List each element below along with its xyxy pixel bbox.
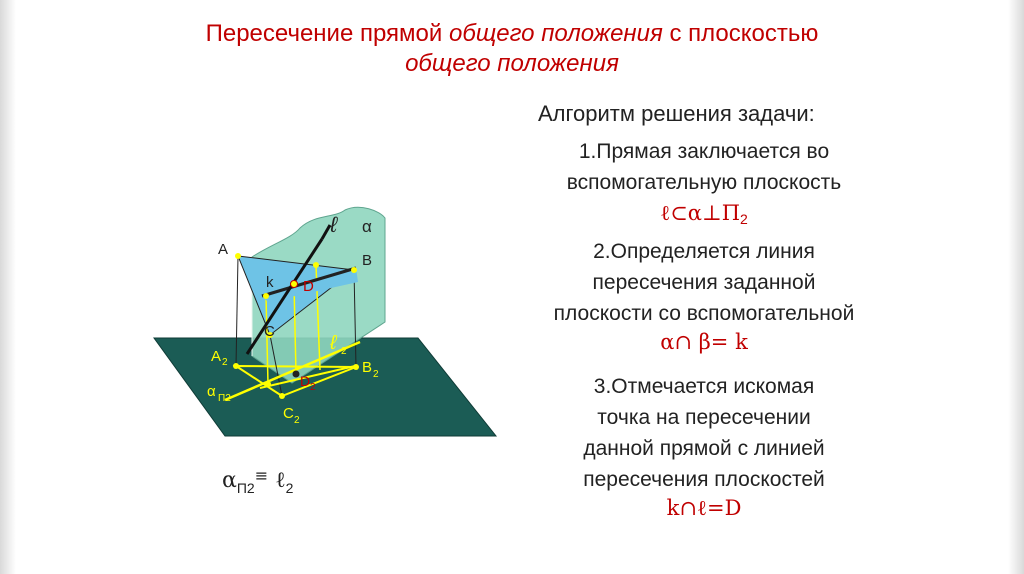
step3-line: данной прямой с линией bbox=[583, 437, 825, 460]
step1-line: 1.Прямая заключается во bbox=[578, 140, 830, 163]
projection-equivalence-formula: $\alpha_{П2}^\equiv$ ℓ$_2$ bbox=[222, 466, 294, 496]
point-A bbox=[235, 253, 241, 259]
point-k-top bbox=[313, 262, 319, 268]
point-k-bottom bbox=[263, 293, 269, 299]
label-D2: D bbox=[300, 373, 311, 389]
label-C: C bbox=[264, 323, 275, 340]
label-B2: B bbox=[362, 359, 373, 376]
step2-line: плоскости со вспомогательной bbox=[553, 302, 855, 325]
label-D2-sub: 2 bbox=[310, 382, 316, 393]
title-part-2: общего положения bbox=[448, 20, 663, 47]
label-alpha-P2: α bbox=[207, 383, 216, 400]
step3-line: точка на пересечении bbox=[597, 406, 811, 429]
label-A2: A bbox=[211, 348, 222, 365]
point-D2 bbox=[293, 371, 300, 378]
label-C2: C bbox=[283, 405, 294, 422]
label-B: B bbox=[362, 252, 373, 269]
title-part-1: Пересечение прямой bbox=[205, 20, 449, 47]
step3-line: пересечения плоскостей bbox=[583, 468, 825, 491]
step3-line: 3.Отмечается искомая bbox=[593, 375, 815, 398]
point-k2 bbox=[265, 381, 271, 387]
label-B2-sub: 2 bbox=[373, 369, 379, 380]
step2-line: 2.Определяется линия bbox=[593, 240, 815, 263]
step2-formula: α∩ β= k bbox=[660, 330, 748, 354]
point-D bbox=[291, 281, 298, 288]
step2-line: пересечения заданной bbox=[592, 271, 816, 294]
label-C2-sub: 2 bbox=[294, 415, 300, 426]
label-l: ℓ bbox=[330, 212, 338, 237]
step1-line: вспомогательную плоскость bbox=[566, 171, 842, 194]
label-D: D bbox=[303, 278, 314, 295]
label-k: k bbox=[266, 274, 274, 291]
title-line-2: общего положения bbox=[405, 50, 619, 77]
point-B bbox=[351, 267, 357, 273]
point-B2 bbox=[353, 364, 359, 370]
label-A2-sub: 2 bbox=[222, 357, 228, 368]
label-l2-sub: 2 bbox=[341, 346, 347, 357]
point-A2 bbox=[233, 363, 239, 369]
algorithm-heading: Алгоритм решения задачи: bbox=[538, 101, 815, 126]
label-A: A bbox=[218, 241, 229, 258]
point-C2 bbox=[279, 393, 285, 399]
step3-formula: k∩ℓ=D bbox=[666, 496, 742, 520]
label-l2: ℓ bbox=[330, 332, 337, 354]
step1-formula: $\ell\subset\alpha\perp П_2$ bbox=[660, 201, 748, 227]
title-part-3: с плоскостью bbox=[662, 20, 819, 47]
label-alpha-P2-sub: П2 bbox=[218, 393, 231, 404]
label-alpha: α bbox=[362, 217, 372, 236]
